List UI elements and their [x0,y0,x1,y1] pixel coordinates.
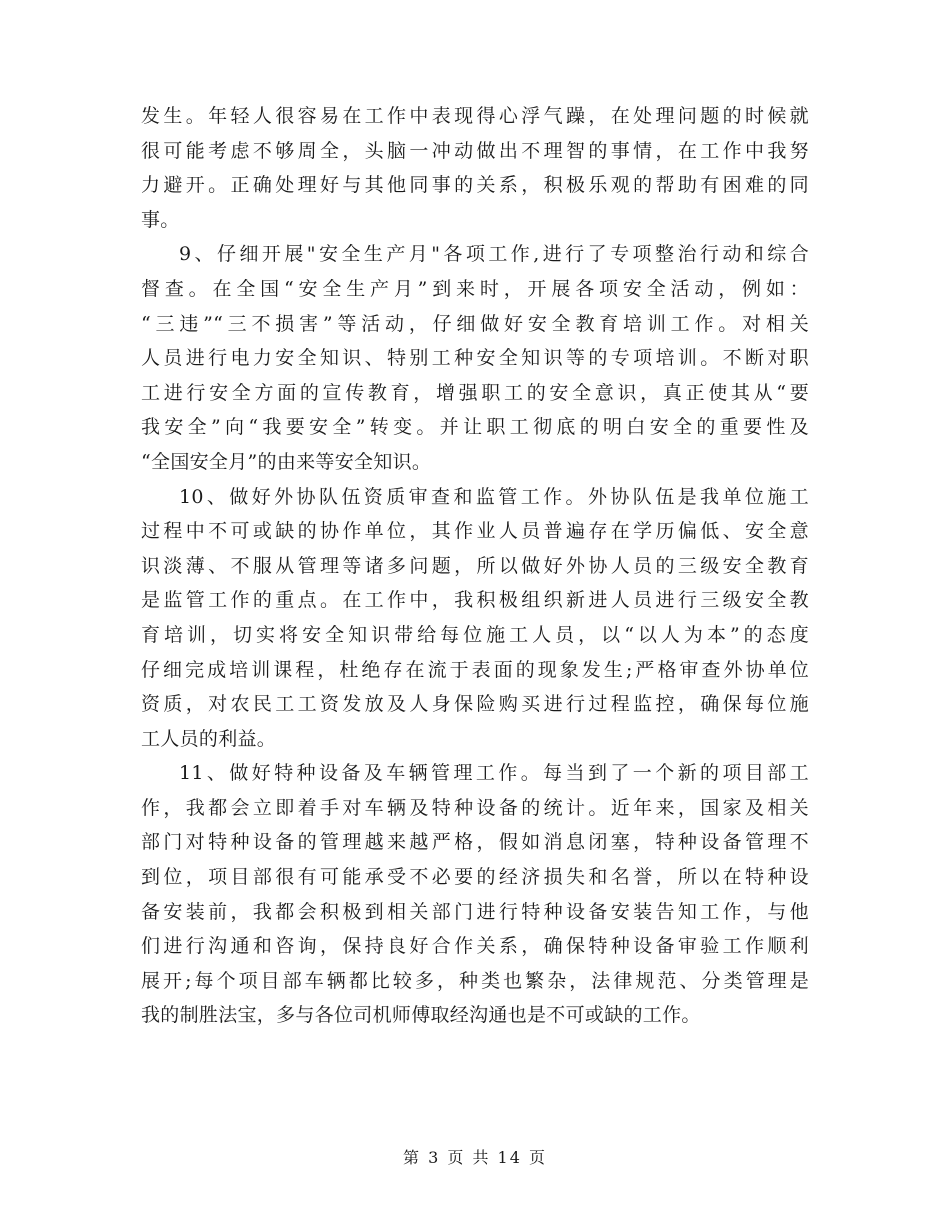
text-line: 工进行安全方面的宣传教育，增强职工的安全意识，真正使其从“要 [141,381,809,404]
text-line: 到位，项目部很有可能承受不必要的经济损失和名誉，所以在特种设 [141,866,809,889]
document-body [141,99,809,1033]
text-line: 们进行沟通和咨询，保持良好合作关系，确保特种设备审验工作顺利 [141,935,809,958]
text-line: 力避开。正确处理好与其他同事的关系，积极乐观的帮助有困难的同 [141,174,809,197]
text-line: 资质，对农民工工资发放及人身保险购买进行过程监控，确保每位施 [141,693,809,716]
text-line: “三违”“三不损害”等活动，仔细做好安全教育培训工作。对相关 [141,312,809,335]
text-line: 部门对特种设备的管理越来越严格，假如消息闭塞，特种设备管理不 [141,831,809,854]
text-line: 10、做好外协队伍资质审查和监管工作。外协队伍是我单位施工 [179,485,809,508]
text-line: “全国安全月”的由来等安全知识。 [141,450,432,473]
text-line: 人员进行电力安全知识、特别工种安全知识等的专项培训。不断对职 [141,347,809,370]
text-line: 我安全”向“我要安全”转变。并让职工彻底的明白安全的重要性及 [141,416,809,439]
text-line: 事。 [141,208,180,231]
text-line: 展开;每个项目部车辆都比较多，种类也繁杂，法律规范、分类管理是 [141,969,809,992]
paragraph-item-9 [141,237,809,479]
text-line: 育培训，切实将安全知识带给每位施工人员，以“以人为本”的态度 [141,623,809,646]
page-number-footer: 第 3 页 共 14 页 [403,1148,547,1167]
paragraph-item-10 [141,480,809,757]
text-line: 备安装前，我都会积极到相关部门进行特种设备安装告知工作，与他 [141,900,809,923]
text-line: 很可能考虑不够周全，头脑一冲动做出不理智的事情，在工作中我努 [141,139,809,162]
text-line: 是监管工作的重点。在工作中，我积极组织新进人员进行三级安全教 [141,589,809,612]
text-line: 我的制胜法宝，多与各位司机师傅取经沟通也是不可或缺的工作。 [141,1004,701,1027]
paragraph-continuation [141,99,809,237]
text-line: 9、仔细开展"安全生产月"各项工作,进行了专项整治行动和综合 [179,243,809,266]
text-line: 仔细完成培训课程，杜绝存在流于表面的现象发生;严格审查外协单位 [141,658,809,681]
text-line: 过程中不可或缺的协作单位，其作业人员普遍存在学历偏低、安全意 [141,520,809,543]
text-line: 识淡薄、不服从管理等诸多问题，所以做好外协人员的三级安全教育 [141,554,809,577]
text-line: 督查。在全国“安全生产月”到来时，开展各项安全活动，例如： [141,277,809,300]
text-line: 11、做好特种设备及车辆管理工作。每当到了一个新的项目部工 [179,762,809,785]
paragraph-item-11 [141,756,809,1033]
text-line: 工人员的利益。 [141,727,277,750]
text-line: 作，我都会立即着手对车辆及特种设备的统计。近年来，国家及相关 [141,796,809,819]
text-line: 发生。年轻人很容易在工作中表现得心浮气躁，在处理问题的时候就 [141,105,809,127]
